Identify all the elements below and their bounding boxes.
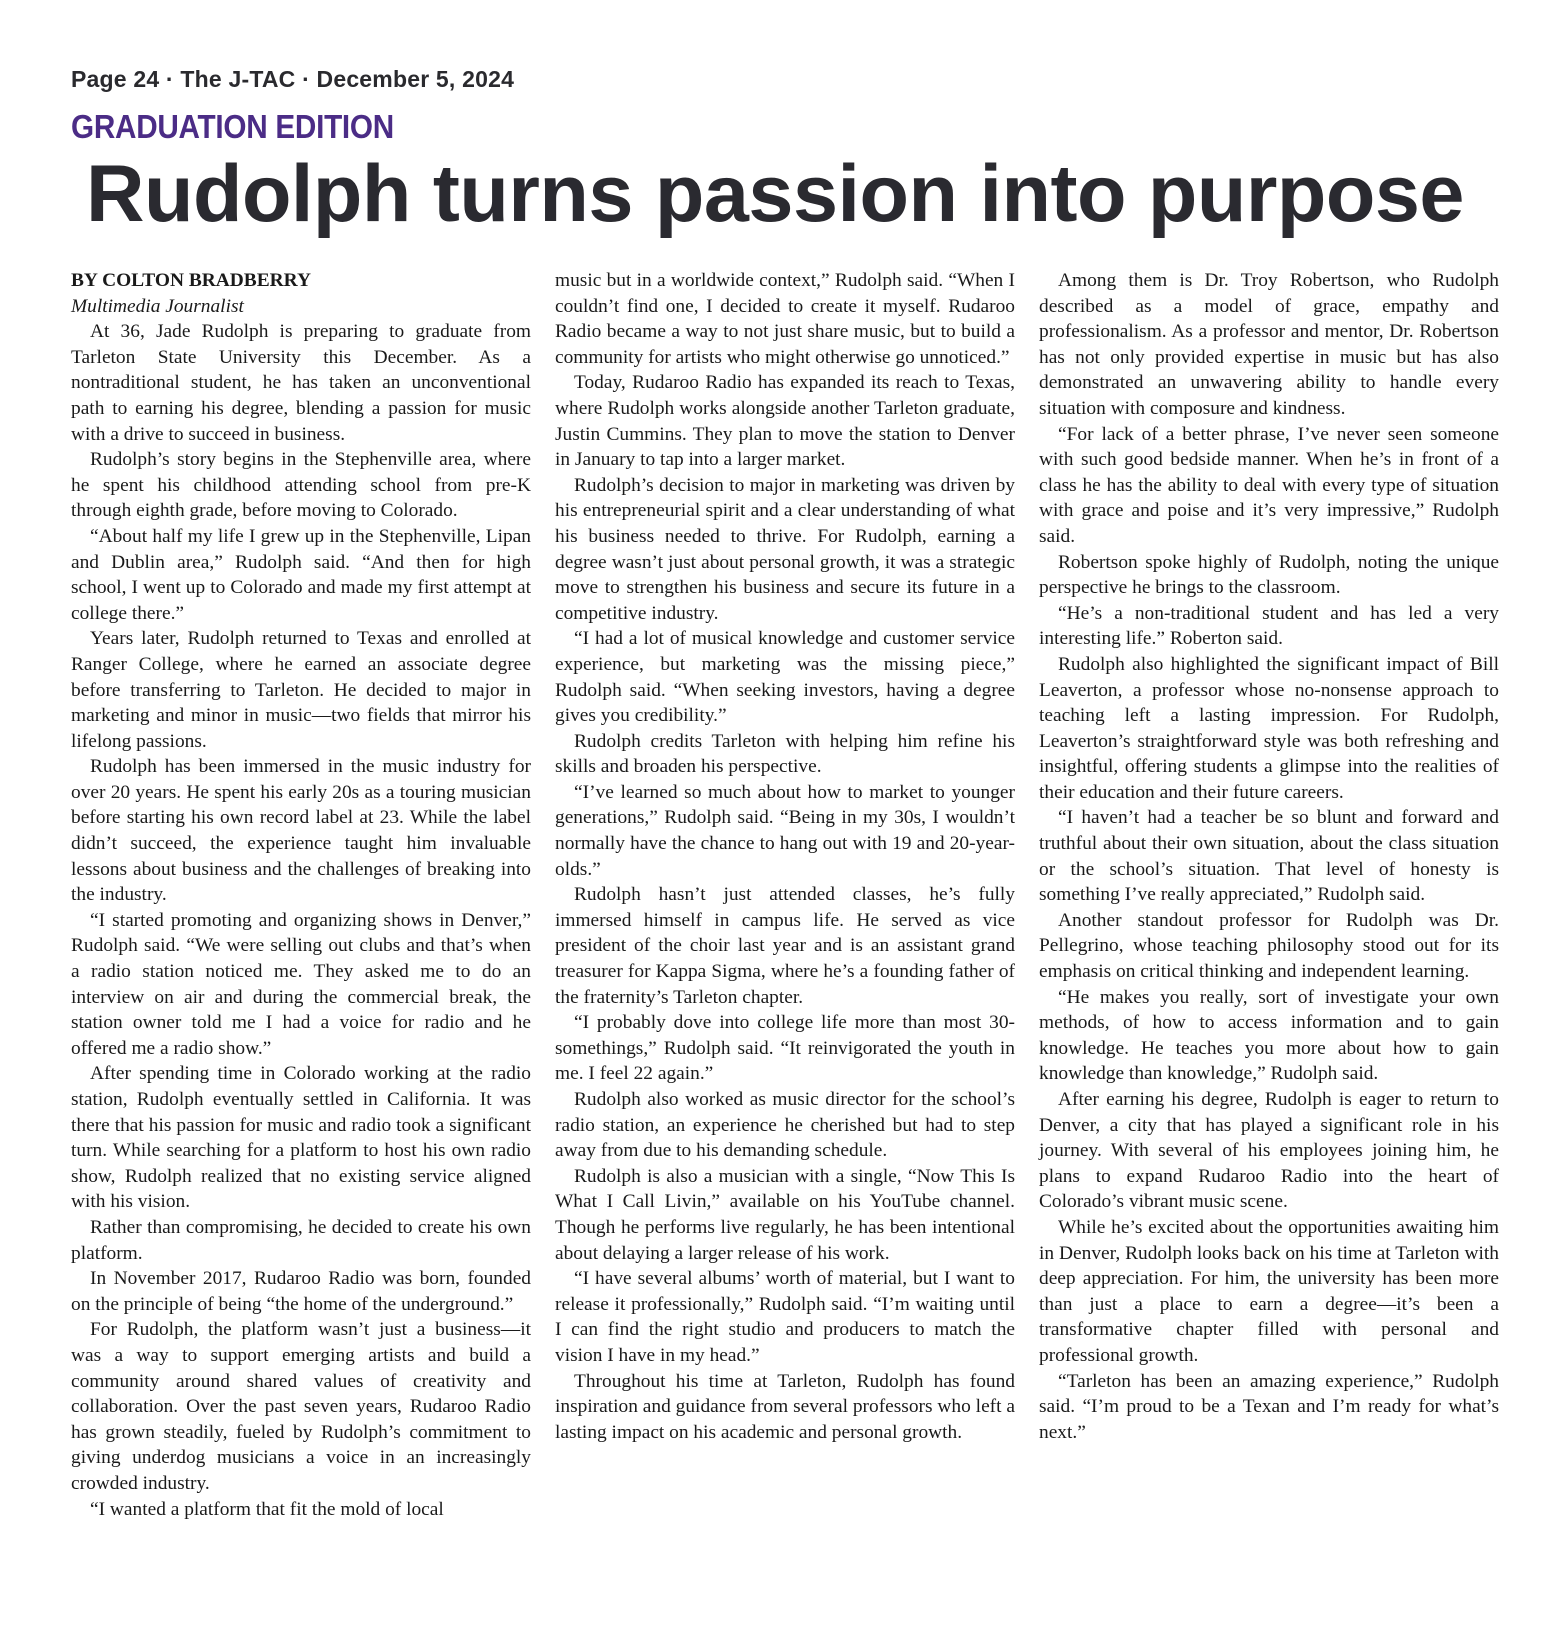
headline: Rudolph turns passion into purpose — [86, 149, 1464, 239]
article-body — [71, 268, 1499, 1522]
paragraph: “He makes you really, sort of investigate your own methods, of how to access information and to gain knowledge. He teaches you more about how to gain knowledge than knowledge,” Rudolph said. — [1039, 986, 1499, 1085]
paragraph: While he’s excited about the opportunities awaiting him in Denver, Rudolph looks back on his time at Tarleton with deep appreciation. For him, the university has been more than just a place to earn a degree—it’s been a transformative chapter filled with personal and professional growth. — [1039, 1216, 1499, 1366]
paragraph: Rudolph hasn’t just attended classes, he’s fully immersed himself in campus life. He served as vice president of the choir last year and is an assistant grand treasurer for Kappa Sigma, where he’s a founding father of the fraternity’s Tarleton chapter. — [555, 884, 1015, 1008]
paragraph: “I probably dove into college life more than most 30-somethings,” Rudolph said. “It reinvigorated the youth in me. I feel 22 again.” — [555, 1012, 1015, 1085]
page-folio: Page 24 · The J-TAC · December 5, 2024 — [71, 66, 515, 92]
paragraph: Throughout his time at Tarleton, Rudolph has found inspiration and guidance from several professors who left a lasting impact on his academic and personal growth. — [555, 1370, 1015, 1443]
paragraph: “I had a lot of musical knowledge and customer service experience, but marketing was the missing piece,” Rudolph said. “When seeking investors, having a degree gives you credibility.” — [555, 628, 1015, 727]
paragraph: At 36, Jade Rudolph is preparing to graduate from Tarleton State University this December. As a nontraditional student, he has taken an unconventional path to earning his degree, blending a passion for music with a drive to succeed in business. — [71, 321, 531, 445]
paragraph: “About half my life I grew up in the Stephenville, Lipan and Dublin area,” Rudolph said. “And then for high school, I went up to Colorado and made my first attempt at college there.” — [71, 525, 531, 624]
paragraph: “Tarleton has been an amazing experience,” Rudolph said. “I’m proud to be a Texan and I’m ready for what’s next.” — [1039, 1370, 1499, 1443]
paragraph: After earning his degree, Rudolph is eager to return to Denver, a city that has played a significant role in his journey. With several of his employees joining him, he plans to expand Rudaroo Radio into the heart of Colorado’s vibrant music scene. — [1039, 1089, 1499, 1213]
column-2 — [555, 268, 1015, 1522]
paragraph: For Rudolph, the platform wasn’t just a business—it was a way to support emerging artists and build a community around shared values of creativity and collaboration. Over the past seven years, Rudaroo Radio has grown steadily, fueled by Rudolph’s commitment to giving underdog musicians a voice in an increasingly crowded industry. — [71, 1319, 531, 1494]
paragraph: “I’ve learned so much about how to market to younger generations,” Rudolph said. “Being in my 30s, I wouldn’t normally have the chance to hang out with 19 and 20-year-olds.” — [555, 781, 1015, 880]
paragraph: After spending time in Colorado working at the radio station, Rudolph eventually settled in California. It was there that his passion for music and radio took a significant turn. While searching for a platform to host his own radio show, Rudolph realized that no existing service aligned with his vision. — [71, 1063, 531, 1213]
paragraph: Among them is Dr. Troy Robertson, who Rudolph described as a model of grace, empathy and professionalism. As a professor and mentor, Dr. Robertson has not only provided expertise in music but has also demonstrated an unwavering ability to handle every situation with composure and kindness. — [1039, 270, 1499, 419]
paragraph: Rudolph also worked as music director for the school’s radio station, an experience he cherished but had to step away from due to his demanding schedule. — [555, 1089, 1015, 1162]
paragraph: “For lack of a better phrase, I’ve never seen someone with such good bedside manner. When he’s in front of a class he has the ability to deal with every type of situation with grace and poise and it’s very impressive,” Rudolph said. — [1039, 423, 1499, 547]
paragraph: Rudolph has been immersed in the music industry for over 20 years. He spent his early 20s as a touring musician before starting his own record label at 23. While the label didn’t succeed, the experience taught him invaluable lessons about business and the challenges of breaking into the industry. — [71, 756, 531, 906]
byline: BY COLTON BRADBERRY — [71, 270, 311, 291]
paragraph: Rather than compromising, he decided to create his own platform. — [71, 1216, 531, 1264]
paragraph: “He’s a non-traditional student and has led a very interesting life.” Roberton said. — [1039, 602, 1499, 650]
paragraph: Rudolph’s story begins in the Stephenville area, where he spent his childhood attending school from pre-K through eighth grade, before moving to Colorado. — [71, 449, 531, 522]
section-label: GRADUATION EDITION — [71, 108, 394, 145]
paragraph: Years later, Rudolph returned to Texas and enrolled at Ranger College, where he earned an associate degree before transferring to Tarleton. He decided to major in marketing and minor in music—two fields that mirror his lifelong passions. — [71, 628, 531, 752]
paragraph: “I haven’t had a teacher be so blunt and forward and truthful about their own situation, about the class situation or the school’s situation. That level of honesty is something I’ve really appreciated,” Rudolph said. — [1039, 807, 1499, 906]
paragraph: “I started promoting and organizing shows in Denver,” Rudolph said. “We were selling out clubs and that’s when a radio station noticed me. They asked me to do an interview on air and during the commercial break, the station owner told me I had a voice for radio and he offered me a radio show.” — [71, 909, 531, 1059]
column-3 — [1039, 268, 1499, 1522]
paragraph: “I have several albums’ worth of material, but I want to release it professionally,” Rudolph said. “I’m waiting until I can find the right studio and producers to match the vision I have in my head.” — [555, 1268, 1015, 1366]
paragraph: Robertson spoke highly of Rudolph, noting the unique perspective he brings to the classroom. — [1039, 551, 1499, 599]
paragraph: In November 2017, Rudaroo Radio was born, founded on the principle of being “the home of the underground.” — [71, 1268, 531, 1315]
paragraph: Rudolph is also a musician with a single, “Now This Is What I Call Livin,” available on his YouTube channel. Though he performs live regularly, he has been intentional about delaying a larger release of his work. — [555, 1165, 1015, 1264]
paragraph: Today, Rudaroo Radio has expanded its reach to Texas, where Rudolph works alongside another Tarleton graduate, Justin Cummins. They plan to move the station to Denver in January to tap into a larger market. — [555, 372, 1015, 471]
paragraph: Rudolph’s decision to major in marketing was driven by his entrepreneurial spirit and a clear understanding of what his business needed to thrive. For Rudolph, earning a degree wasn’t just about personal growth, it was a strategic move to strengthen his business and secure its future in a competitive industry. — [555, 474, 1015, 624]
paragraph: Another standout professor for Rudolph was Dr. Pellegrino, whose teaching philosophy stood out for its emphasis on critical thinking and independent learning. — [1039, 909, 1499, 983]
paragraph: music but in a worldwide context,” Rudolph said. “When I couldn’t find one, I decided to create it myself. Rudaroo Radio became a way to not just share music, but to build a community for artists who might otherwise go unnoticed.” — [555, 270, 1015, 368]
paragraph: Rudolph credits Tarleton with helping him refine his skills and broaden his perspective. — [555, 730, 1015, 778]
author-role: Multimedia Journalist — [71, 295, 244, 317]
paragraph: “I wanted a platform that fit the mold of local — [90, 1498, 444, 1520]
paragraph: Rudolph also highlighted the significant impact of Bill Leaverton, a professor whose no-nonsense approach to teaching left a lasting impression. For Rudolph, Leaverton’s straightforward style was both refreshing and insightful, offering students a glimpse into the realities of their education and their future careers. — [1039, 653, 1499, 803]
column-1 — [71, 268, 531, 1522]
